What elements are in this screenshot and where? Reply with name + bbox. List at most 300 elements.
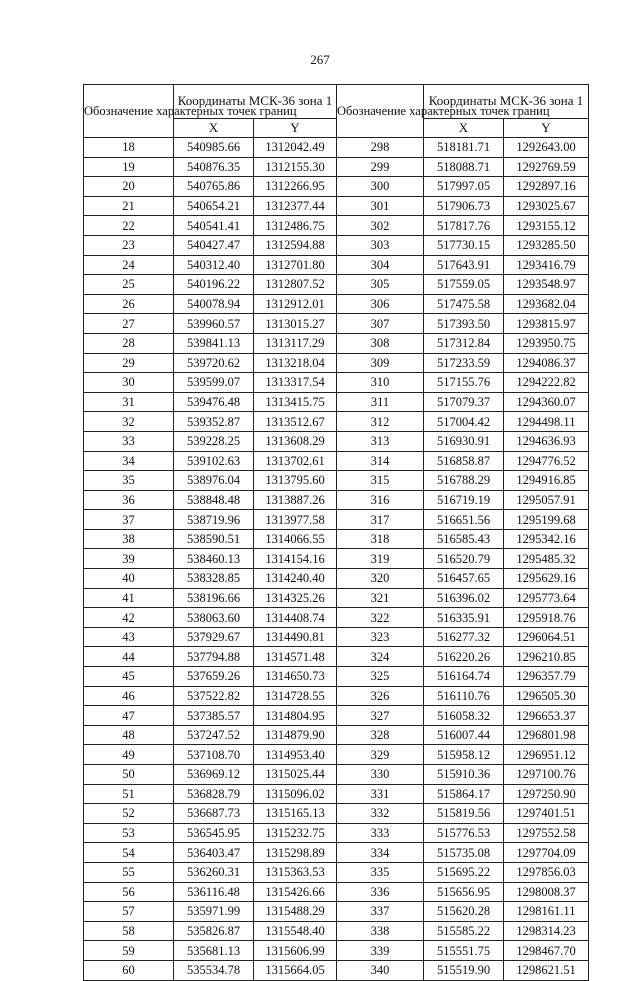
cell-x-right: 516520.79 <box>424 549 504 569</box>
cell-y-right: 1295342.16 <box>504 529 589 549</box>
cell-y-left: 1312042.49 <box>254 138 337 158</box>
cell-y-right: 1292897.16 <box>504 177 589 197</box>
cell-y-right: 1295918.76 <box>504 608 589 628</box>
cell-x-left: 540985.66 <box>174 138 254 158</box>
header-y-left: Y <box>254 118 337 137</box>
cell-y-left: 1315298.89 <box>254 843 337 863</box>
table-row <box>84 784 589 804</box>
cell-point-left: 27 <box>84 314 174 334</box>
cell-x-right: 516007.44 <box>424 725 504 745</box>
table-row <box>84 549 589 569</box>
cell-y-left: 1315664.05 <box>254 960 337 980</box>
cell-y-left: 1314804.95 <box>254 706 337 726</box>
cell-point-left: 28 <box>84 333 174 353</box>
cell-point-right: 340 <box>337 960 424 980</box>
cell-x-right: 515585.22 <box>424 921 504 941</box>
cell-x-right: 517643.91 <box>424 255 504 275</box>
cell-x-right: 516277.32 <box>424 627 504 647</box>
cell-x-right: 517997.05 <box>424 177 504 197</box>
cell-x-right: 516335.91 <box>424 608 504 628</box>
cell-x-left: 536687.73 <box>174 804 254 824</box>
cell-y-left: 1312912.01 <box>254 294 337 314</box>
cell-point-left: 57 <box>84 902 174 922</box>
cell-point-left: 47 <box>84 706 174 726</box>
cell-y-right: 1293416.79 <box>504 255 589 275</box>
cell-y-right: 1293682.04 <box>504 294 589 314</box>
cell-x-left: 539960.57 <box>174 314 254 334</box>
table-row <box>84 941 589 961</box>
cell-x-right: 516719.19 <box>424 490 504 510</box>
cell-y-left: 1314490.81 <box>254 627 337 647</box>
cell-point-right: 338 <box>337 921 424 941</box>
cell-point-right: 334 <box>337 843 424 863</box>
cell-x-right: 516396.02 <box>424 588 504 608</box>
cell-x-right: 515519.90 <box>424 960 504 980</box>
cell-point-left: 24 <box>84 255 174 275</box>
cell-point-right: 309 <box>337 353 424 373</box>
table-row <box>84 196 589 216</box>
cell-x-right: 517393.50 <box>424 314 504 334</box>
cell-x-right: 517079.37 <box>424 392 504 412</box>
cell-x-left: 539102.63 <box>174 451 254 471</box>
cell-x-left: 535826.87 <box>174 921 254 941</box>
cell-y-right: 1296801.98 <box>504 725 589 745</box>
cell-point-right: 320 <box>337 569 424 589</box>
cell-x-left: 539599.07 <box>174 373 254 393</box>
cell-point-left: 18 <box>84 138 174 158</box>
cell-point-right: 316 <box>337 490 424 510</box>
cell-point-left: 44 <box>84 647 174 667</box>
cell-point-right: 326 <box>337 686 424 706</box>
cell-y-right: 1297856.03 <box>504 862 589 882</box>
cell-y-right: 1296505.30 <box>504 686 589 706</box>
cell-point-right: 311 <box>337 392 424 412</box>
cell-point-left: 42 <box>84 608 174 628</box>
cell-point-left: 25 <box>84 275 174 295</box>
cell-point-right: 328 <box>337 725 424 745</box>
cell-x-right: 517559.05 <box>424 275 504 295</box>
cell-point-right: 308 <box>337 333 424 353</box>
cell-y-left: 1313317.54 <box>254 373 337 393</box>
cell-y-right: 1297704.09 <box>504 843 589 863</box>
cell-y-left: 1314066.55 <box>254 529 337 549</box>
table-row <box>84 862 589 882</box>
cell-y-left: 1313887.26 <box>254 490 337 510</box>
cell-point-left: 38 <box>84 529 174 549</box>
table-row <box>84 314 589 334</box>
table-row <box>84 451 589 471</box>
cell-point-right: 298 <box>337 138 424 158</box>
cell-y-left: 1312701.80 <box>254 255 337 275</box>
cell-y-right: 1295199.68 <box>504 510 589 530</box>
table-row <box>84 138 589 158</box>
table-row <box>84 529 589 549</box>
cell-point-left: 22 <box>84 216 174 236</box>
cell-y-left: 1314240.40 <box>254 569 337 589</box>
cell-point-right: 331 <box>337 784 424 804</box>
cell-x-left: 540312.40 <box>174 255 254 275</box>
header-y-right: Y <box>504 118 589 137</box>
cell-y-right: 1298161.11 <box>504 902 589 922</box>
table-row <box>84 804 589 824</box>
cell-point-right: 335 <box>337 862 424 882</box>
cell-y-left: 1313117.29 <box>254 333 337 353</box>
page-number: 267 <box>310 52 330 67</box>
table-row <box>84 647 589 667</box>
cell-point-left: 26 <box>84 294 174 314</box>
table-row <box>84 921 589 941</box>
cell-y-right: 1297401.51 <box>504 804 589 824</box>
cell-point-right: 319 <box>337 549 424 569</box>
cell-y-left: 1312486.75 <box>254 216 337 236</box>
cell-point-left: 54 <box>84 843 174 863</box>
header-coord-group-right: Координаты МСК-36 зона 1 <box>424 85 589 119</box>
cell-x-left: 539841.13 <box>174 333 254 353</box>
cell-y-left: 1312594.88 <box>254 235 337 255</box>
table-row <box>84 333 589 353</box>
table-row <box>84 960 589 980</box>
cell-point-left: 36 <box>84 490 174 510</box>
cell-x-left: 537794.88 <box>174 647 254 667</box>
cell-y-left: 1314650.73 <box>254 667 337 687</box>
cell-point-left: 19 <box>84 157 174 177</box>
table-row <box>84 843 589 863</box>
cell-y-left: 1314953.40 <box>254 745 337 765</box>
header-x-left: X <box>174 118 254 137</box>
cell-point-left: 48 <box>84 725 174 745</box>
cell-point-left: 50 <box>84 765 174 785</box>
cell-y-left: 1315025.44 <box>254 765 337 785</box>
table-row <box>84 275 589 295</box>
cell-y-left: 1314408.74 <box>254 608 337 628</box>
cell-y-right: 1293025.67 <box>504 196 589 216</box>
cell-point-right: 312 <box>337 412 424 432</box>
cell-y-left: 1315488.29 <box>254 902 337 922</box>
cell-x-right: 517004.42 <box>424 412 504 432</box>
cell-y-right: 1294636.93 <box>504 431 589 451</box>
cell-x-left: 535681.13 <box>174 941 254 961</box>
cell-point-left: 34 <box>84 451 174 471</box>
cell-x-right: 518181.71 <box>424 138 504 158</box>
cell-x-left: 539352.87 <box>174 412 254 432</box>
header-coord-group-left: Координаты МСК-36 зона 1 <box>174 85 337 119</box>
cell-x-right: 515776.53 <box>424 823 504 843</box>
table-row <box>84 765 589 785</box>
table-row <box>84 627 589 647</box>
cell-point-left: 43 <box>84 627 174 647</box>
cell-y-left: 1312266.95 <box>254 177 337 197</box>
cell-y-left: 1313015.27 <box>254 314 337 334</box>
cell-point-left: 52 <box>84 804 174 824</box>
cell-point-right: 307 <box>337 314 424 334</box>
table-row <box>84 294 589 314</box>
table-body <box>84 138 589 981</box>
table-row <box>84 706 589 726</box>
cell-point-left: 37 <box>84 510 174 530</box>
cell-y-left: 1315232.75 <box>254 823 337 843</box>
header-point-label-left: Обозначение характерных точек границ <box>84 85 174 138</box>
cell-y-right: 1296210.85 <box>504 647 589 667</box>
cell-point-right: 321 <box>337 588 424 608</box>
cell-y-right: 1295057.91 <box>504 490 589 510</box>
cell-x-left: 536116.48 <box>174 882 254 902</box>
cell-x-left: 536260.31 <box>174 862 254 882</box>
cell-y-right: 1292643.00 <box>504 138 589 158</box>
cell-point-left: 23 <box>84 235 174 255</box>
cell-y-left: 1315426.66 <box>254 882 337 902</box>
cell-x-left: 539476.48 <box>174 392 254 412</box>
cell-y-left: 1312155.30 <box>254 157 337 177</box>
cell-point-left: 51 <box>84 784 174 804</box>
table-row <box>84 490 589 510</box>
cell-point-left: 49 <box>84 745 174 765</box>
cell-point-left: 20 <box>84 177 174 197</box>
cell-point-right: 325 <box>337 667 424 687</box>
cell-point-left: 53 <box>84 823 174 843</box>
cell-y-left: 1314571.48 <box>254 647 337 667</box>
cell-point-left: 21 <box>84 196 174 216</box>
cell-point-left: 60 <box>84 960 174 980</box>
cell-x-left: 539720.62 <box>174 353 254 373</box>
cell-y-right: 1295485.32 <box>504 549 589 569</box>
cell-x-right: 517906.73 <box>424 196 504 216</box>
cell-x-left: 536403.47 <box>174 843 254 863</box>
cell-x-right: 517155.76 <box>424 373 504 393</box>
cell-x-left: 537108.70 <box>174 745 254 765</box>
table-row <box>84 177 589 197</box>
cell-y-left: 1313702.61 <box>254 451 337 471</box>
coordinates-table <box>83 84 589 981</box>
cell-x-right: 516164.74 <box>424 667 504 687</box>
cell-y-left: 1313218.04 <box>254 353 337 373</box>
cell-y-left: 1312377.44 <box>254 196 337 216</box>
cell-point-right: 336 <box>337 882 424 902</box>
cell-point-left: 40 <box>84 569 174 589</box>
cell-y-right: 1297250.90 <box>504 784 589 804</box>
cell-x-left: 537659.26 <box>174 667 254 687</box>
cell-point-right: 329 <box>337 745 424 765</box>
cell-point-left: 55 <box>84 862 174 882</box>
cell-point-right: 318 <box>337 529 424 549</box>
cell-y-right: 1293950.75 <box>504 333 589 353</box>
cell-x-left: 538196.66 <box>174 588 254 608</box>
cell-y-right: 1295629.16 <box>504 569 589 589</box>
table-row <box>84 412 589 432</box>
cell-point-right: 302 <box>337 216 424 236</box>
table-row <box>84 235 589 255</box>
cell-y-left: 1314879.90 <box>254 725 337 745</box>
cell-y-right: 1298621.51 <box>504 960 589 980</box>
header-x-right: X <box>424 118 504 137</box>
cell-point-right: 337 <box>337 902 424 922</box>
table-row <box>84 569 589 589</box>
cell-x-right: 516220.26 <box>424 647 504 667</box>
table-row <box>84 902 589 922</box>
cell-y-right: 1296653.37 <box>504 706 589 726</box>
cell-x-right: 515695.22 <box>424 862 504 882</box>
table-row <box>84 216 589 236</box>
cell-x-left: 536828.79 <box>174 784 254 804</box>
cell-y-right: 1294498.11 <box>504 412 589 432</box>
cell-point-right: 315 <box>337 471 424 491</box>
table-row <box>84 745 589 765</box>
cell-x-left: 538460.13 <box>174 549 254 569</box>
cell-y-left: 1315165.13 <box>254 804 337 824</box>
cell-x-left: 538848.48 <box>174 490 254 510</box>
cell-x-left: 540427.47 <box>174 235 254 255</box>
cell-x-right: 515864.17 <box>424 784 504 804</box>
cell-point-right: 305 <box>337 275 424 295</box>
cell-x-left: 536545.95 <box>174 823 254 843</box>
cell-point-right: 317 <box>337 510 424 530</box>
table-row <box>84 608 589 628</box>
cell-point-left: 35 <box>84 471 174 491</box>
cell-y-right: 1294776.52 <box>504 451 589 471</box>
cell-point-left: 45 <box>84 667 174 687</box>
cell-x-left: 537385.57 <box>174 706 254 726</box>
cell-y-left: 1313415.75 <box>254 392 337 412</box>
cell-point-left: 46 <box>84 686 174 706</box>
cell-x-left: 536969.12 <box>174 765 254 785</box>
cell-point-left: 31 <box>84 392 174 412</box>
cell-point-right: 300 <box>337 177 424 197</box>
cell-point-right: 324 <box>337 647 424 667</box>
cell-y-right: 1294222.82 <box>504 373 589 393</box>
table-row <box>84 588 589 608</box>
cell-point-left: 29 <box>84 353 174 373</box>
table-row <box>84 471 589 491</box>
cell-y-left: 1312807.52 <box>254 275 337 295</box>
cell-x-left: 538590.51 <box>174 529 254 549</box>
cell-x-right: 517312.84 <box>424 333 504 353</box>
cell-y-right: 1294360.07 <box>504 392 589 412</box>
cell-y-left: 1314728.55 <box>254 686 337 706</box>
cell-x-left: 540876.35 <box>174 157 254 177</box>
cell-y-left: 1313795.60 <box>254 471 337 491</box>
cell-point-left: 33 <box>84 431 174 451</box>
cell-y-right: 1298467.70 <box>504 941 589 961</box>
cell-point-right: 313 <box>337 431 424 451</box>
table-row <box>84 667 589 687</box>
cell-x-right: 516858.87 <box>424 451 504 471</box>
cell-point-right: 304 <box>337 255 424 275</box>
cell-x-right: 515551.75 <box>424 941 504 961</box>
cell-x-right: 517475.58 <box>424 294 504 314</box>
cell-x-right: 517233.59 <box>424 353 504 373</box>
cell-point-right: 303 <box>337 235 424 255</box>
cell-x-right: 515735.08 <box>424 843 504 863</box>
cell-x-right: 515910.36 <box>424 765 504 785</box>
cell-x-left: 537929.67 <box>174 627 254 647</box>
cell-point-left: 30 <box>84 373 174 393</box>
cell-x-right: 516457.65 <box>424 569 504 589</box>
cell-point-right: 339 <box>337 941 424 961</box>
cell-point-right: 333 <box>337 823 424 843</box>
cell-y-left: 1315363.53 <box>254 862 337 882</box>
cell-y-right: 1295773.64 <box>504 588 589 608</box>
cell-y-left: 1315606.99 <box>254 941 337 961</box>
table-row <box>84 725 589 745</box>
table-row <box>84 882 589 902</box>
cell-x-right: 516651.56 <box>424 510 504 530</box>
cell-y-right: 1292769.59 <box>504 157 589 177</box>
cell-y-left: 1313977.58 <box>254 510 337 530</box>
cell-x-left: 540541.41 <box>174 216 254 236</box>
cell-point-right: 327 <box>337 706 424 726</box>
cell-y-right: 1296064.51 <box>504 627 589 647</box>
cell-point-right: 310 <box>337 373 424 393</box>
cell-y-right: 1298314.23 <box>504 921 589 941</box>
cell-point-left: 56 <box>84 882 174 902</box>
cell-x-left: 537247.52 <box>174 725 254 745</box>
cell-x-left: 540654.21 <box>174 196 254 216</box>
cell-point-right: 299 <box>337 157 424 177</box>
cell-x-left: 538719.96 <box>174 510 254 530</box>
cell-y-left: 1313608.29 <box>254 431 337 451</box>
header-point-label-right: Обозначение характерных точек границ <box>337 85 424 138</box>
cell-x-right: 516788.29 <box>424 471 504 491</box>
cell-y-right: 1293285.50 <box>504 235 589 255</box>
cell-x-left: 535534.78 <box>174 960 254 980</box>
cell-point-right: 301 <box>337 196 424 216</box>
cell-y-right: 1293548.97 <box>504 275 589 295</box>
cell-x-left: 538063.60 <box>174 608 254 628</box>
cell-point-left: 41 <box>84 588 174 608</box>
cell-point-right: 330 <box>337 765 424 785</box>
cell-x-right: 517730.15 <box>424 235 504 255</box>
cell-y-right: 1298008.37 <box>504 882 589 902</box>
cell-x-right: 515620.28 <box>424 902 504 922</box>
cell-y-right: 1294916.85 <box>504 471 589 491</box>
cell-y-left: 1314154.16 <box>254 549 337 569</box>
table-row <box>84 373 589 393</box>
cell-x-right: 515656.95 <box>424 882 504 902</box>
cell-point-right: 314 <box>337 451 424 471</box>
table-row <box>84 255 589 275</box>
cell-x-right: 515819.56 <box>424 804 504 824</box>
cell-y-left: 1315096.02 <box>254 784 337 804</box>
cell-x-left: 539228.25 <box>174 431 254 451</box>
table-row <box>84 431 589 451</box>
cell-point-right: 332 <box>337 804 424 824</box>
table-row <box>84 353 589 373</box>
cell-y-right: 1294086.37 <box>504 353 589 373</box>
cell-x-right: 516585.43 <box>424 529 504 549</box>
cell-y-left: 1314325.26 <box>254 588 337 608</box>
cell-y-left: 1315548.40 <box>254 921 337 941</box>
cell-x-left: 540078.94 <box>174 294 254 314</box>
table-row <box>84 392 589 412</box>
cell-y-right: 1297100.76 <box>504 765 589 785</box>
cell-x-left: 537522.82 <box>174 686 254 706</box>
cell-point-left: 39 <box>84 549 174 569</box>
cell-point-left: 59 <box>84 941 174 961</box>
cell-x-right: 516930.91 <box>424 431 504 451</box>
cell-y-left: 1313512.67 <box>254 412 337 432</box>
table-row <box>84 686 589 706</box>
cell-y-right: 1296357.79 <box>504 667 589 687</box>
cell-y-right: 1297552.58 <box>504 823 589 843</box>
cell-point-left: 32 <box>84 412 174 432</box>
cell-x-right: 516058.32 <box>424 706 504 726</box>
cell-x-left: 540196.22 <box>174 275 254 295</box>
table-row <box>84 510 589 530</box>
cell-y-right: 1293815.97 <box>504 314 589 334</box>
table-row <box>84 823 589 843</box>
cell-x-right: 517817.76 <box>424 216 504 236</box>
cell-x-left: 535971.99 <box>174 902 254 922</box>
cell-x-left: 538976.04 <box>174 471 254 491</box>
